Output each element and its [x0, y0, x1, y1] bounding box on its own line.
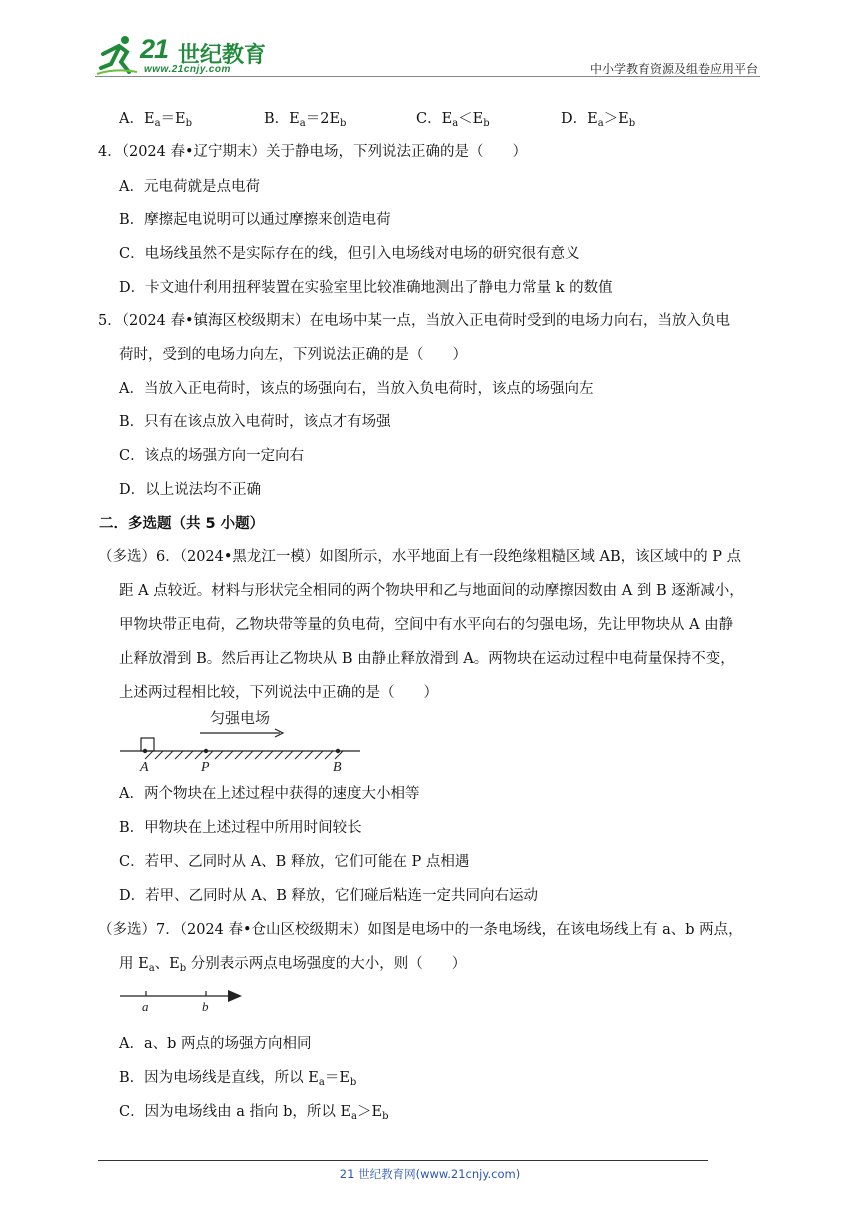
footer-link[interactable]: 21 世纪教育网(www.21cnjy.com)	[339, 1167, 521, 1181]
block-icon	[141, 738, 154, 751]
logo-number: 21	[140, 34, 169, 64]
figure-field-label: 匀强电场	[210, 709, 271, 727]
label-p: P	[201, 760, 210, 775]
q7-stem-line2: 用 $E_a$、$E_b$ 分别表示两点电场强度的大小，则（ ）	[119, 956, 467, 974]
q7-option-b: B．因为电场线是直线，所以 $E_a=E_b$	[119, 1070, 357, 1088]
q3-option-d: D．$E_a>E_b$	[561, 111, 636, 129]
q5-option-a: A．当放入正电荷时，该点的场强向右，当放入负电荷时，该点的场强向左	[119, 381, 594, 397]
point-a-dot	[143, 749, 147, 753]
logo-url: www.21cnjy.com	[144, 64, 231, 75]
label-a: A	[140, 760, 149, 775]
runner-logo-icon	[95, 34, 139, 78]
section-heading-multiple-choice: 二．多选题（共 5 小题）	[99, 516, 265, 532]
q3-option-c: C．$E_a<E_b$	[416, 111, 490, 129]
q6-stem-line4: 止释放滑到 B。然后再让乙物块从 B 由静止释放滑到 A。两物块在运动过程中电荷量保持不变，	[119, 651, 735, 667]
q3-option-a: A．$E_a=E_b$	[119, 111, 193, 129]
q4-option-c: C．电场线虽然不是实际存在的线，但引入电场线对电场的研究很有意义	[119, 246, 580, 262]
label-b: B	[333, 760, 342, 775]
q6-option-b: B．甲物块在上述过程中所用时间较长	[119, 820, 362, 836]
q5-option-d: D．以上说法均不正确	[119, 482, 262, 498]
point-p-dot	[204, 749, 208, 753]
q5-option-b: B．只有在该点放入电荷时，该点才有场强	[119, 414, 391, 430]
q7-figure	[118, 985, 248, 1015]
label-a: a	[142, 999, 149, 1014]
q5-stem-line2: 荷时，受到的电场力向左，下列说法正确的是（ ）	[119, 347, 467, 363]
q6-stem-line1: （多选）6．（2024•黑龙江一模）如图所示，水平地面上有一段绝缘粗糙区域 AB，该区域中的 P 点	[98, 549, 742, 565]
rough-region-hatching	[145, 751, 343, 759]
q7-option-c: C．因为电场线由 a 指向 b，所以 $E_a>E_b$	[119, 1104, 389, 1122]
q7-stem-line1: （多选）7．（2024 春•仓山区校级期末）如图是电场中的一条电场线，在该电场线上有 a、b 两点，	[98, 922, 743, 938]
point-b-dot	[336, 749, 340, 753]
label-b: b	[202, 999, 209, 1014]
header-platform-name: 中小学教育资源及组卷应用平台	[589, 62, 758, 76]
q7-option-a: A．a、b 两点的场强方向相同	[119, 1036, 312, 1052]
q3-option-b: B．$E_a=2E_b$	[264, 111, 347, 129]
header-divider	[95, 76, 760, 77]
q6-option-a: A．两个物块在上述过程中获得的速度大小相等	[119, 786, 420, 802]
q5-option-c: C．该点的场强方向一定向右	[119, 448, 305, 464]
q5-stem-line1: 5．（2024 春•镇海区校级期末）在电场中某一点，当放入正电荷时受到的电场力向右，当放入负电	[98, 313, 731, 329]
q6-stem-line3: 甲物块带正电荷，乙物块带等量的负电荷，空间中有水平向右的匀强电场，先让甲物块从 A 由静	[119, 617, 734, 633]
q4-option-b: B．摩擦起电说明可以通过摩擦来创造电荷	[119, 212, 391, 228]
q6-figure	[115, 705, 370, 775]
field-line-arrow-icon	[228, 990, 242, 1002]
q6-option-c: C．若甲、乙同时从 A、B 释放，它们可能在 P 点相遇	[119, 854, 470, 870]
q4-option-d: D．卡文迪什利用扭秤装置在实验室里比较准确地测出了静电力常量 k 的数值	[119, 280, 613, 296]
q6-stem-line2: 距 A 点较近。材料与形状完全相同的两个物块甲和乙与地面间的动摩擦因数由 A 到 B 逐渐减小，	[119, 583, 744, 599]
footer-divider	[98, 1160, 708, 1161]
logo-text: 世纪教育	[178, 43, 267, 68]
q6-option-d: D．若甲、乙同时从 A、B 释放，它们碰后粘连一定共同向右运动	[119, 888, 538, 904]
q6-stem-line5: 上述两过程相比较，下列说法中正确的是（ ）	[119, 685, 438, 701]
q4-option-a: A．元电荷就是点电荷	[119, 179, 260, 195]
q4-stem: 4．（2024 春•辽宁期末）关于静电场，下列说法正确的是（ ）	[98, 144, 528, 160]
